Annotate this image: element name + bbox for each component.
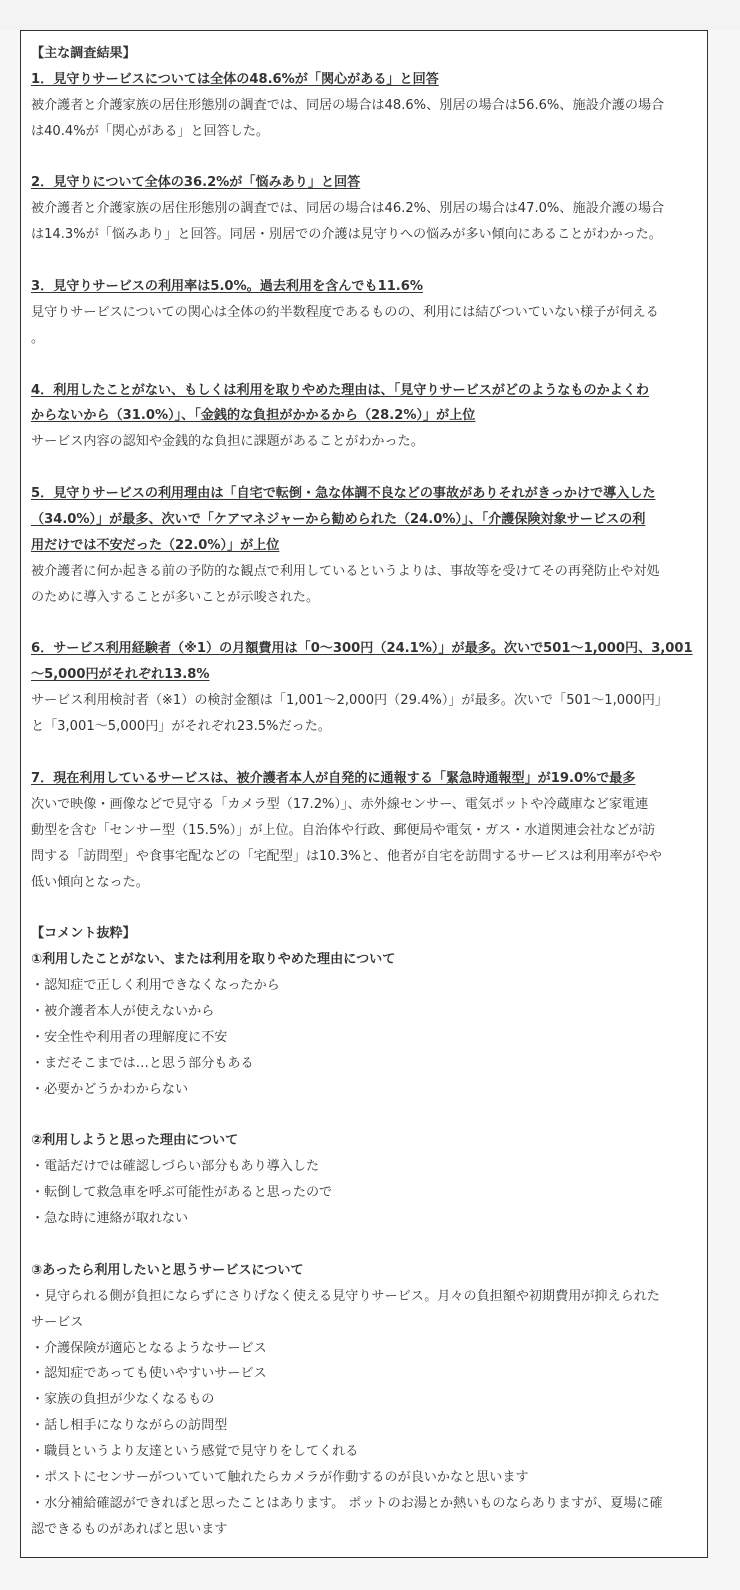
list-item: ・介護保険が適応となるようなサービス: [31, 1340, 267, 1356]
finding-2-heading: 2．見守りについて全体の36.2%が「悩みあり」と回答: [31, 175, 361, 191]
finding-4-body: サービス内容の認知や金銭的な負担に課題があることがわかった。: [31, 434, 424, 450]
list-item: ・家族の負担が少なくなるもの: [31, 1392, 215, 1408]
finding-4-heading: 4．利用したことがない、もしくは利用を取りやめた理由は、「見守りサービスがどのようなものかよくわ: [31, 382, 649, 398]
finding-7-body: 低い傾向となった。: [31, 874, 149, 890]
finding-7-body: 次いで映像・画像などで見守る「カメラ型（17.2%）」、赤外線センサー、電気ポットや冷蔵庫など家電連: [31, 796, 649, 812]
top-bar: [0, 0, 740, 30]
finding-6-heading: 6．サービス利用経験者（※1）の月額費用は「0～300円（24.1%）」が最多。次いで501～1,000円、3,001: [31, 641, 693, 657]
finding-7-body: 動型を含む「センサー型（15.5%）」が上位。自治体や行政、郵便局や電気・ガス・水道関連会社などが訪: [31, 822, 656, 838]
list-item: ・ポストにセンサーがついていて触れたらカメラが作動するのが良いかなと思います: [31, 1469, 529, 1485]
finding-5-heading: （34.0%）」が最多、次いで「ケアマネジャーから勧められた（24.0%）」、「介護保険対象サービスの利: [31, 512, 646, 528]
list-item: ・電話だけでは確認しづらい部分もあり導入した: [31, 1159, 320, 1175]
finding-5-heading: 用だけでは不安だった（22.0%）」が上位: [31, 537, 280, 553]
list-item: ・被介護者本人が使えないから: [31, 1003, 215, 1019]
finding-6-heading: ～5,000円がそれぞれ13.8%: [31, 667, 210, 683]
finding-2-body: 被介護者と介護家族の居住形態別の調査では、同居の場合は46.2%、別居の場合は47.0%、施設介護の場合: [31, 201, 665, 217]
finding-7-heading: 7．現在利用しているサービスは、被介護者本人が自発的に通報する「緊急時通報型」が19.0%で最多: [31, 770, 636, 786]
finding-5-heading: 5．見守りサービスの利用理由は「自宅で転倒・急な体調不良などの事故がありそれがきっかけで導入した: [31, 486, 656, 502]
list-item: ・安全性や利用者の理解度に不安: [31, 1029, 228, 1045]
finding-1-body: 被介護者と介護家族の居住形態別の調査では、同居の場合は48.6%、別居の場合は56.6%、施設介護の場合: [31, 97, 665, 113]
list-item: ・見守られる側が負担にならずにさりげなく使える見守りサービス。月々の負担額や初期費用が抑えられた: [31, 1288, 660, 1304]
list-item: ・急な時に連絡が取れない: [31, 1211, 189, 1227]
list-item: ・必要かどうかわからない: [31, 1081, 189, 1097]
finding-2-body: は14.3%が「悩みあり」と回答。同居・別居での介護は見守りへの悩みが多い傾向にあることがわかった。: [31, 227, 662, 243]
list-item: ・まだそこまでは…と思う部分もある: [31, 1055, 254, 1071]
finding-3-heading: 3．見守りサービスの利用率は5.0%。過去利用を含んでも11.6%: [31, 279, 424, 295]
finding-3-body: 。: [31, 330, 45, 346]
list-item: ・転倒して救急車を呼ぶ可能性があると思ったので: [31, 1185, 333, 1201]
list-item: ・水分補給確認ができればと思ったことはあります。 ポットのお湯とか熱いものならありますが、夏場に確: [31, 1495, 663, 1511]
finding-5-body: のために導入することが多いことが示唆された。: [31, 589, 320, 605]
comment-group-3-heading: ③あったら利用したいと思うサービスについて: [31, 1262, 304, 1278]
finding-4-heading: からないから（31.0%）」、「金銭的な負担がかかるから（28.2%）」が上位: [31, 408, 476, 424]
finding-5-body: 被介護者に何か起きる前の予防的な観点で利用しているというよりは、事故等を受けてその再発防止や対処: [31, 563, 660, 579]
section-title-comments: 【コメント抜粋】: [31, 926, 136, 942]
finding-6-body: と「3,001～5,000円」がそれぞれ23.5%だった。: [31, 719, 331, 735]
list-item: ・話し相手になりながらの訪問型: [31, 1418, 228, 1434]
list-item: ・認知症であっても使いやすいサービス: [31, 1366, 267, 1382]
list-item: サービス: [31, 1314, 84, 1330]
section-title-results: 【主な調査結果】: [31, 46, 136, 61]
list-item: 認できるものがあればと思います: [31, 1521, 228, 1537]
finding-3-body: 見守りサービスについての関心は全体の約半数程度であるものの、利用には結びついていない様子が伺える: [31, 304, 659, 320]
finding-7-body: 問する「訪問型」や食事宅配などの「宅配型」は10.3%と、他者が自宅を訪問するサービスは利用率がやや: [31, 848, 662, 864]
finding-6-body: サービス利用検討者（※1）の検討金額は「1,001～2,000円（29.4%）」が最多。次いで「501～1,000円」: [31, 693, 668, 709]
comment-group-2-heading: ②利用しようと思った理由について: [31, 1133, 239, 1149]
finding-1-heading: 1．見守りサービスについては全体の48.6%が「関心がある」と回答: [31, 71, 439, 87]
survey-results-box: [20, 30, 708, 1558]
comment-group-1-heading: ①利用したことがない、または利用を取りやめた理由について: [31, 952, 396, 968]
list-item: ・認知症で正しく利用できなくなったから: [31, 978, 280, 994]
list-item: ・職員というより友達という感覚で見守りをしてくれる: [31, 1444, 359, 1460]
finding-1-body: は40.4%が「関心がある」と回答した。: [31, 123, 270, 139]
